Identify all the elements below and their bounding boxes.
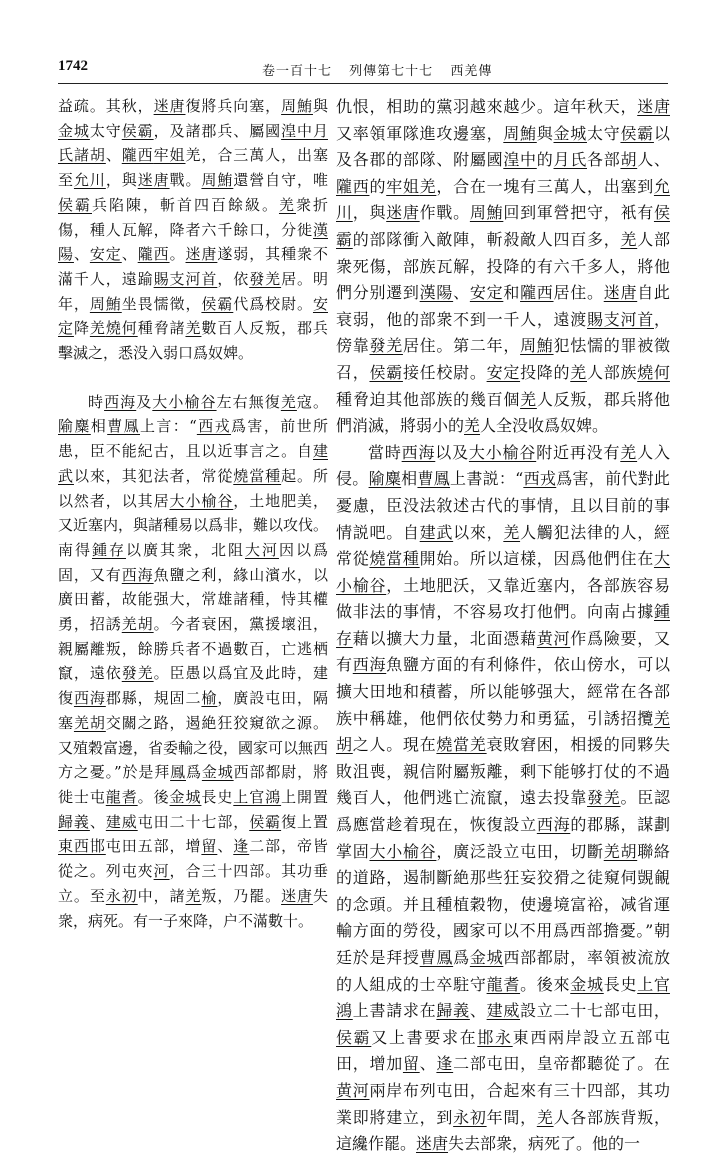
proper-name: 西海 [73,689,106,708]
proper-name: 隴西 [520,283,554,303]
proper-name: 黄河 [536,628,571,648]
proper-name: 歸義 [436,1001,470,1021]
text-run: 及 [136,392,153,411]
classical-paragraph [58,94,328,366]
proper-name: 胡 [620,150,638,170]
text-run: 作爲險要，又有 [336,628,670,675]
proper-name: 鍾存 [92,540,126,559]
text-run: 。臣愚以爲宜及此時，建復 [58,664,328,708]
proper-name: 安定 [89,245,122,264]
text-run: 種脅迫其他部族的幾百個 [336,389,521,409]
text-run: 復上置 [281,812,328,831]
proper-name: 侯霸 [336,203,670,249]
proper-name: 隴西 [336,176,370,196]
proper-name: 上官鴻 [233,787,282,806]
text-run: 的部隊衝入敵陣，斬殺敵人四百多， [352,229,621,249]
text-run: 附近再没有 [536,442,621,462]
proper-name: 歸義 [58,812,90,831]
text-run: 仇恨，相助的黨羽越來越少。這年秋天， [336,97,638,116]
proper-name: 金城 [201,763,234,782]
proper-name: 東西邯 [58,837,106,856]
proper-name: 金城 [553,123,587,143]
text-run: 太守 [89,121,122,140]
text-run: 叛，乃罷。 [201,886,282,905]
translation-paragraph [336,94,670,440]
text-run: 還營自守，唯 [233,171,328,190]
text-run: 、 [453,283,470,303]
proper-name: 月氏 [553,150,587,170]
classical-text-column [58,94,328,933]
proper-name: 安定 [469,283,504,303]
proper-name: 羌 [570,362,587,382]
proper-name: 金城 [169,787,202,806]
text-run: 和 [503,283,521,303]
text-run: 西部都尉，率領被流放的人組成的士卒駐守 [336,948,670,994]
proper-name: 漢陽 [419,283,454,303]
running-header-volume: 卷一百十七 [262,64,333,79]
proper-name: 大小榆谷 [152,392,217,411]
proper-name: 建威 [486,1001,521,1021]
text-run: 戰。 [169,171,202,190]
proper-name: 周鮪 [89,294,122,313]
proper-name: 賜支河首 [587,309,654,329]
proper-name: 永初 [453,1107,487,1127]
proper-name: 隃麋 [58,417,91,436]
proper-name: 金城 [570,974,604,994]
proper-name: 羌 [464,416,481,436]
text-run: 降 [73,319,90,338]
proper-name: 羌 [185,319,202,338]
text-run: 人全没收爲奴婢。 [480,416,609,436]
text-run: 作戰。 [419,203,470,223]
text-run: 回到軍營把守，衹有 [503,203,654,223]
text-run: 種脅諸 [137,319,186,338]
proper-name: 西海 [401,442,436,462]
text-run: 人各部族背叛，這纔作罷。 [336,1107,670,1154]
proper-name: 迷唐 [416,1134,449,1154]
proper-name: 羌胡 [603,841,638,861]
proper-name: 周鮪 [469,203,504,223]
proper-name: 羌 [280,392,297,411]
proper-name: 發羌 [249,269,282,288]
proper-name: 大小榆谷 [336,549,670,595]
text-run: ，土地肥沃，又靠近塞内，各部族容易做非法的事情，不容易攻打他們。向南占據 [336,575,670,622]
text-run: 中，諸 [137,886,186,905]
proper-name: 迷唐 [185,245,218,264]
text-run: 人部族 [587,362,638,382]
text-run: 人、 [637,150,670,170]
proper-name: 迷唐 [637,97,670,116]
text-run: 設立二十七部屯田， [520,1001,670,1021]
text-run: 爲 [453,948,470,967]
text-run: 因以爲固，又有 [58,540,328,584]
translation-paragraph [336,440,670,1158]
proper-name: 羌 [89,319,106,338]
proper-name: 西戎 [523,469,557,489]
proper-name: 發羌 [587,788,621,808]
proper-name: 西海 [536,815,571,835]
proper-name: 建武 [419,522,454,542]
proper-name: 周鮪 [520,336,554,356]
text-run: 、 [419,1054,437,1074]
text-run: ，土地肥美，又近塞内，與諸種易以爲非，難以攻伐。南得 [58,491,329,559]
proper-name: 羌 [419,176,437,196]
text-run: 以及各郡的部隊、附屬國 [336,123,670,170]
proper-name: 允川 [336,176,670,223]
text-run: 聯絡的道路，遏制斷絶那些狂妄狡猾之徒窺伺覬覦的念頭。并且種植穀物，使邊境富裕，减省運輸方面的勞役，國家可以不用爲西部擔憂。”朝廷於是拜授 [336,841,670,967]
proper-name: 鍾存 [336,602,670,648]
proper-name: 留 [201,837,218,856]
proper-name: 西海 [121,565,154,584]
text-run: 羌，合三萬人，出塞至 [58,146,328,190]
text-run: 代爲校尉。 [233,294,313,313]
text-run: 魚鹽方面的有利條件，依山傍水，可以擴大田地和積蓄，所以能够强大，經常在各部族中稱雄，他們依仗勢力和勇猛，引誘招攬 [336,655,670,728]
text-run: 人反叛，郡兵將他們消滅，將弱小的 [336,389,670,436]
text-run: 兩岸布列屯田，合起來有三十四部，其功業即將建立，到 [336,1080,670,1127]
text-run: 的 [369,176,387,196]
text-run: 二部，帝皆從之。列屯夾 [58,837,328,881]
proper-name: 羌 [620,229,638,249]
text-run: 以來，其犯法者，常從 [73,466,234,485]
proper-name: 河 [153,862,170,881]
proper-name: 安定 [58,294,328,338]
proper-name: 邯 [477,1027,495,1047]
text-run: 、 [121,245,138,264]
text-run: 時 [88,392,105,411]
proper-name: 湟中 [503,150,537,170]
running-header-chapter: 列傳第七十七 [349,64,434,79]
proper-name: 逢 [233,837,250,856]
proper-name: 燒當羌 [436,735,487,755]
text-run: 。今者衰困，黨援壞沮，親屬離叛，餘勝兵者不過數百，亡逃栖竄，遠依 [58,615,328,683]
text-run: 寇。 [296,392,328,411]
text-run: 起。所以然者，以其居 [58,466,328,510]
proper-name: 迷唐 [153,97,186,115]
proper-name: 鳳 [170,763,186,782]
text-run: 。後 [137,787,170,806]
text-run: 交關之路，遏絶狂狡窺欲之源。又殖穀富邊，省委輸之役，國家可以無西方之憂。”於是拜 [58,713,329,782]
proper-name: 湟中 [281,121,313,140]
text-run: 上書説：“ [450,469,524,489]
text-run: 復將兵向塞， [185,97,282,115]
text-run: 長史 [201,787,234,806]
text-run: 藉以擴大力量，北面憑藉 [352,628,537,648]
text-run: 。臣認爲應當趁着現在，恢復設立 [336,788,670,835]
proper-name: 大小榆谷 [369,841,437,861]
proper-name: 侯霸 [201,294,234,313]
text-run: 左右無復 [216,392,281,411]
proper-name: 牢姐 [386,176,420,196]
text-run: ，合三十四部。其功垂立。至 [58,862,328,905]
text-run: 的 [536,150,554,170]
text-run: 爲害，前世所患，臣不能紀古，且以近事言之。自 [58,417,328,461]
text-run: 居住。 [553,283,604,303]
text-run: 人部衆死傷，部族瓦解，投降的有六千多人，將他們分别遷到 [336,229,670,303]
proper-name: 龍耆 [486,974,521,994]
proper-name: 榆 [201,689,218,708]
proper-name: 漢陽 [58,220,328,264]
text-run: ，與 [105,171,138,190]
text-run: 開始。所以這樣，因爲他們住在 [419,549,654,569]
proper-name: 西戎 [196,417,232,436]
text-run: 投降的 [520,362,571,382]
text-run: 與 [536,123,554,143]
translation-text-column [336,94,670,1158]
proper-name: 龍耆 [105,787,138,806]
proper-name: 曹鳳 [417,469,451,489]
proper-name: 留 [402,1054,420,1074]
text-run: 數百人反叛，郡兵擊滅之，悉没入弱口爲奴婢。 [58,319,328,363]
text-run: 遂弱，其種衆不滿千人，遠踰 [58,245,328,288]
proper-name: 羌胡 [336,708,670,755]
text-run: 屯田二十七部， [137,812,250,831]
proper-name: 西海 [352,655,387,675]
proper-name: 羌 [536,1107,554,1127]
text-run: 又率領軍隊進攻邊塞， [336,123,504,143]
proper-name: 羌胡 [121,615,154,634]
proper-name: 大河 [244,540,279,559]
text-run: 各部 [586,150,621,170]
proper-name: 隴西 [137,245,170,264]
proper-name: 羌胡 [73,713,106,732]
proper-name: 允川 [73,171,106,190]
proper-name: 安定 [486,362,521,382]
proper-name: 大小榆谷 [468,442,537,462]
text-run: 東西兩岸設立五部屯田，增加 [336,1027,670,1074]
proper-name: 諸胡 [73,146,106,165]
text-run: 人入侵。 [336,442,670,489]
proper-name: 建威 [105,812,138,831]
proper-name: 永 [494,1027,513,1047]
proper-name: 永初 [105,886,138,905]
text-run: 以廣其衆，北阻 [126,540,245,559]
text-run: 爲 [186,763,202,782]
text-run: ，合在一塊有三萬人，出塞到 [436,176,654,196]
text-run: 西部都尉，將徙士屯 [58,763,328,806]
text-run: 相 [90,417,108,436]
text-run: 魚鹽之利，緣山濱水，以廣田蓄，故能强大，常雄諸種，恃其權勇，招誘 [58,565,328,634]
text-run: 年間， [486,1107,537,1127]
text-run: 、 [217,837,234,856]
proper-name: 周鮪 [201,171,234,190]
text-run: ，傍靠 [336,309,670,356]
proper-name: 月氏 [58,121,328,165]
text-run: 太守 [586,123,621,143]
classical-paragraph [58,390,328,933]
proper-name: 曹鳳 [107,417,140,436]
proper-name: 迷唐 [137,171,170,190]
proper-name: 羌 [620,442,638,462]
text-run: 之人。現在 [352,735,437,755]
text-run: 。後來 [520,974,571,994]
proper-name: 侯霸 [336,1027,372,1047]
proper-name: 侯霸 [58,195,92,214]
proper-name: 周鮪 [281,97,313,115]
text-run: 屯田五部，增 [105,837,202,856]
text-run: 郡縣，規固二 [105,689,202,708]
proper-name: 燒何 [105,319,138,338]
proper-name: 迷唐 [281,886,313,905]
proper-name: 侯霸 [121,121,154,140]
proper-name: 西海 [104,392,137,411]
text-run: 失去部衆，病死了。他的一 [448,1134,641,1154]
text-run: 自此衰弱，他的部衆不到一千人，遠渡 [336,283,670,329]
proper-name: 曹鳳 [419,948,454,967]
proper-name: 建武 [58,442,328,485]
running-header [262,60,504,79]
proper-name: 逢 [436,1054,454,1074]
text-run: 居。明年， [58,269,328,313]
proper-name: 羌 [278,195,296,214]
proper-name: 牢姐 [153,146,186,165]
text-run: 衰敗窘困，相援的同夥失敗沮喪，親信附屬叛離，剩下能够打仗的不過幾百人，他們逃亡流竄，遠去投靠 [336,735,670,808]
text-run: 以來， [453,522,504,542]
text-run: 犯怯懦的罪被徵召， [336,336,670,382]
text-run: 上言：“ [140,417,197,436]
proper-name: 隴西 [121,146,154,165]
text-run: ，廣泛設立屯田，切斷 [436,841,604,861]
text-run: 人觸犯法律的人，經常從 [336,522,670,569]
text-run: 、 [89,812,106,831]
text-run: 與 [312,97,328,115]
proper-name: 發羌 [369,336,403,356]
text-run: ，依 [217,269,250,288]
text-run: 益疏。其秋， [58,97,154,115]
proper-name: 周鮪 [503,123,537,143]
text-run: ，及諸郡兵、屬國 [153,121,282,140]
text-run: 相 [401,469,418,489]
text-run: 兵陷陳，斬首四百餘級。 [92,195,279,214]
text-run: ，廣設屯田，隔塞 [58,689,328,732]
page-number: 1742 [58,58,88,74]
text-run: 、 [469,1001,487,1021]
proper-name: 上官鴻 [336,974,670,1021]
proper-name: 羌 [520,389,537,409]
proper-name: 侯霸 [249,812,282,831]
proper-name: 金城 [469,948,504,967]
text-run: 又上書要求在 [371,1027,478,1047]
text-run: 、 [105,146,122,165]
text-run: 上開置 [281,787,328,806]
text-run: 當時 [368,442,402,462]
proper-name: 迷唐 [386,203,420,223]
text-run: 以及 [435,442,469,462]
text-run: 二部屯田，皇帝都聽從了。在 [453,1054,670,1074]
proper-name: 賜支河首 [153,269,218,288]
text-run: 。 [169,245,186,264]
text-run: 衆折傷，種人瓦解，降者六千餘口，分徙 [58,195,328,239]
proper-name: 侯霸 [369,362,403,382]
text-run: 失衆，病死。有一子來降，户不滿數十。 [58,886,328,930]
proper-name: 隃麋 [368,469,402,489]
header-rule [58,83,668,84]
proper-name: 燒何 [637,362,670,382]
proper-name: 黄河 [336,1080,370,1100]
text-run: 長史 [603,974,638,994]
text-run: 接任校尉。 [402,362,487,382]
text-run: 居住。第二年， [402,336,521,356]
running-header-section: 西羌傳 [450,64,493,79]
proper-name: 燒當種 [369,549,420,569]
proper-name: 金城 [58,121,90,140]
text-run: ，與 [352,203,387,223]
text-run: 上書請求在 [352,1001,437,1021]
proper-name: 迷唐 [603,283,638,303]
proper-name: 侯霸 [620,123,654,143]
proper-name: 發羌 [121,664,154,683]
text-run: 坐畏懦徵， [121,294,202,313]
text-run: 的郡縣，謀劃掌固 [336,815,670,861]
text-run: 、 [73,245,90,264]
proper-name: 大小榆谷 [169,491,234,510]
proper-name: 羌 [185,886,202,905]
text-run: 爲害，前代對此憂慮，臣没法敘述古代的事情，且以目前的事情説吧。自 [336,469,670,542]
proper-name: 燒當種 [233,466,282,485]
proper-name: 羌 [503,522,521,542]
